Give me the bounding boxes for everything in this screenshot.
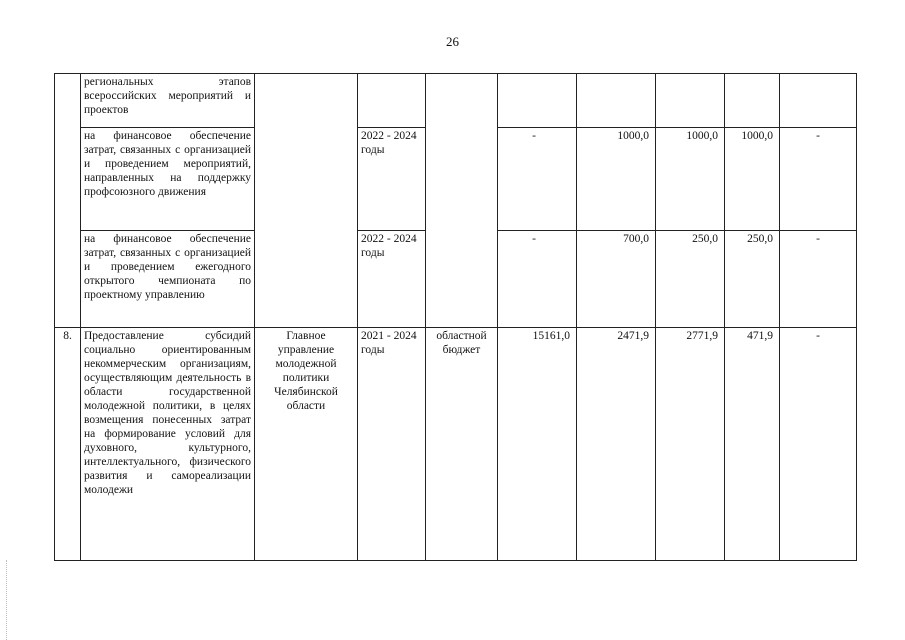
period-cell: 2022 - 2024 годы [358,128,426,231]
year-2023-cell: 250,0 [656,231,725,328]
extra-cell: - [780,328,857,561]
program-table [54,73,857,561]
year-2022-cell: 2471,9 [577,328,656,561]
total-cell [498,74,577,128]
total-cell: - [498,231,577,328]
description-cell: региональных этапов всероссийских мероприятий и проектов [81,74,255,128]
source-cell: областной бюджет [426,328,498,561]
extra-cell [780,74,857,128]
year-2023-cell [656,74,725,128]
period-cell: 2021 - 2024 годы [358,328,426,561]
scan-edge-mark [6,560,8,640]
year-2022-cell [577,74,656,128]
table-row [55,328,857,561]
row-number-cell: 8. [55,328,81,561]
year-2024-cell: 250,0 [725,231,780,328]
row-number-cell [55,74,81,328]
description-cell: Предоставление субсидий социально ориентированным некоммерческим организациям, осуществляющим деятельность в области государственной молодежной политики, в целях возмещения понесенных затрат на формирование условий для духовного, культурного, интеллектуального, физического развития и самореализации молодежи [81,328,255,561]
year-2023-cell: 2771,9 [656,328,725,561]
year-2022-cell: 1000,0 [577,128,656,231]
description-cell: на финансовое обеспечение затрат, связанных с организацией и проведением мероприятий, направленных на поддержку профсоюзного движения [81,128,255,231]
source-cell [426,74,498,328]
year-2024-cell: 1000,0 [725,128,780,231]
total-cell: - [498,128,577,231]
year-2022-cell: 700,0 [577,231,656,328]
page-number: 26 [446,34,459,49]
extra-cell: - [780,231,857,328]
extra-cell: - [780,128,857,231]
period-cell: 2022 - 2024 годы [358,231,426,328]
table-row [55,74,857,128]
total-cell: 15161,0 [498,328,577,561]
description-cell: на финансовое обеспечение затрат, связанных с организацией и проведением ежегодного открытого чемпионата по проектному управлению [81,231,255,328]
executor-cell: Главное управление молодежной политики Челябинской области [255,328,358,561]
period-cell [358,74,426,128]
year-2024-cell: 471,9 [725,328,780,561]
year-2023-cell: 1000,0 [656,128,725,231]
executor-cell [255,74,358,328]
year-2024-cell [725,74,780,128]
